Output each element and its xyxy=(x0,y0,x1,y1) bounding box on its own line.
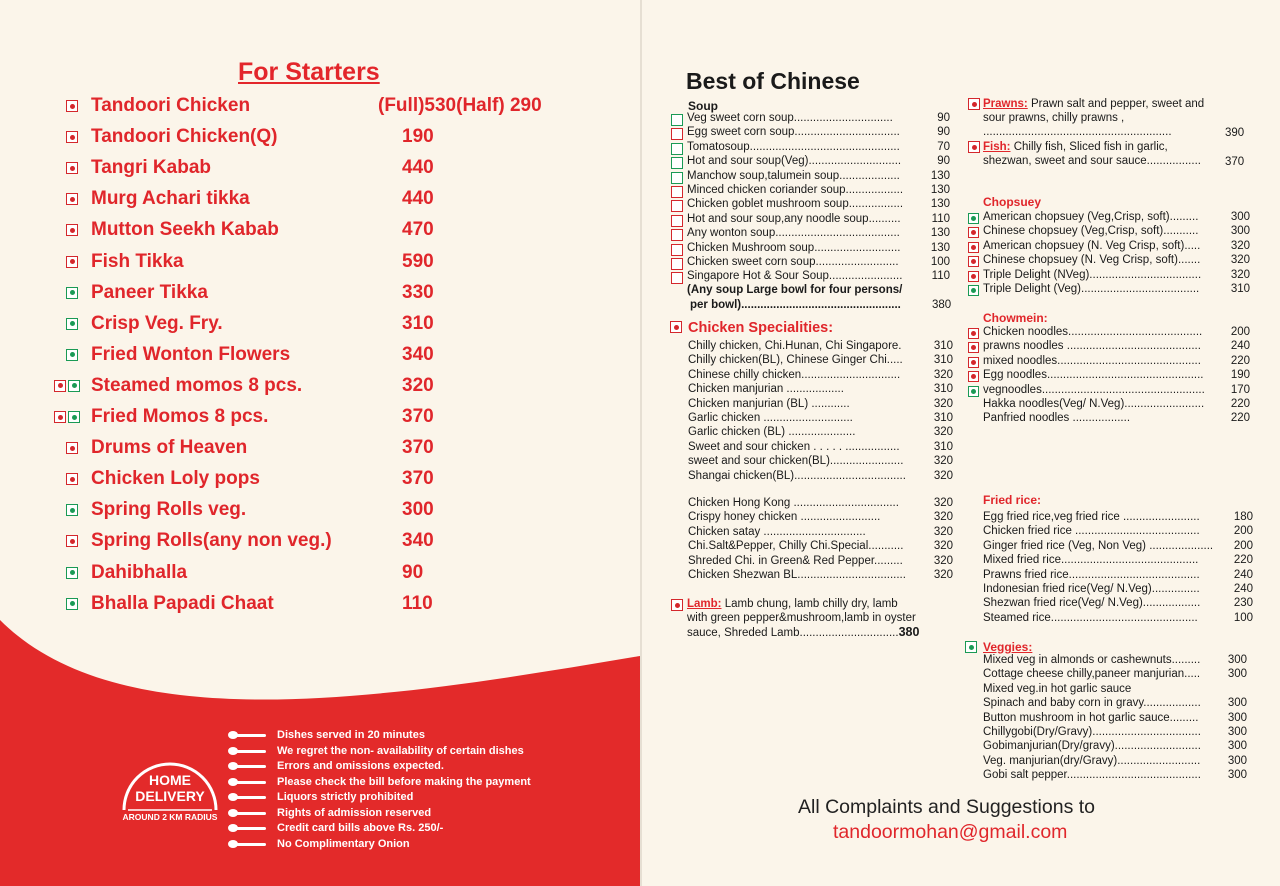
item-label: sweet and sour chicken(BL)....................... xyxy=(688,455,904,468)
item-label: Indonesian fried rice(Veg/ N.Veg)............... xyxy=(983,583,1200,595)
item-price: 190 xyxy=(1230,369,1250,382)
item-price: 240 xyxy=(1230,340,1250,353)
starter-item xyxy=(66,188,626,216)
item-label: Chicken manjurian .................. xyxy=(688,383,844,396)
item-label: Chicken Shezwan BL.................................. xyxy=(688,569,906,581)
item-label: Steamed rice.............................................. xyxy=(983,611,1198,624)
note-text: No Complimentary Onion xyxy=(277,837,410,850)
item-price: 90 xyxy=(937,126,950,139)
starter-price: 370 xyxy=(402,437,434,459)
nonveg-mark-icon xyxy=(66,100,78,112)
note-item xyxy=(234,744,634,760)
nonveg-mark-icon xyxy=(968,242,979,253)
nonveg-mark-icon xyxy=(54,411,66,423)
lamb-line-2: with green pepper&mushroom,lamb in oyster xyxy=(687,612,916,624)
diet-marks xyxy=(66,131,78,143)
starter-price: 440 xyxy=(402,188,434,210)
veg-mark-icon xyxy=(66,567,78,579)
starter-item xyxy=(66,95,626,123)
starter-item xyxy=(66,499,626,527)
item-price: 220 xyxy=(1230,354,1250,367)
item-price: 300 xyxy=(1227,740,1247,753)
diet-marks xyxy=(54,380,80,392)
note-item xyxy=(234,775,634,791)
starter-name: Steamed momos 8 pcs. xyxy=(91,374,303,396)
nonveg-mark-icon xyxy=(968,98,980,110)
veg-mark-icon xyxy=(66,318,78,330)
item-price: 320 xyxy=(1230,268,1250,281)
starter-name: Chicken Loly pops xyxy=(91,468,260,490)
item-label: Chicken fried rice ....................................... xyxy=(983,525,1200,538)
prawns-price: 390 xyxy=(1225,127,1245,139)
note-item xyxy=(234,821,634,837)
diet-marks xyxy=(66,598,78,610)
item-price: 130 xyxy=(930,198,950,211)
starter-name: Dahibhalla xyxy=(91,561,188,583)
lamb-block xyxy=(687,597,962,640)
veg-box-icon xyxy=(671,172,683,184)
nonveg-box-icon xyxy=(671,272,683,284)
item-label: Chicken Mushroom soup........................... xyxy=(687,241,901,254)
home-delivery-badge xyxy=(118,750,222,828)
chicken-heading: Chicken Specialities: xyxy=(688,320,834,336)
spoon-icon xyxy=(234,812,266,815)
diet-marks xyxy=(66,442,78,454)
starter-item xyxy=(66,562,626,590)
item-label: Hot and sour soup,any noodle soup.......... xyxy=(687,212,901,225)
item-price: 310 xyxy=(933,354,953,367)
item-label: Minced chicken coriander soup.................. xyxy=(687,184,904,196)
item-label: Shangai chicken(BL)................................... xyxy=(688,469,906,482)
item-price: 310 xyxy=(933,340,953,352)
diet-marks xyxy=(66,162,78,174)
veg-box-icon xyxy=(671,143,683,155)
item-label: American chopsuey (N. Veg Crisp, soft)..... xyxy=(983,239,1201,252)
item-label: Spinach and baby corn in gravy.................. xyxy=(983,697,1201,710)
prawns-line-1: Prawn salt and pepper, sweet and xyxy=(1030,98,1205,110)
item-price: 230 xyxy=(1233,597,1253,610)
item-price: 240 xyxy=(1233,583,1253,595)
item-price: 320 xyxy=(933,554,953,567)
item-price: 300 xyxy=(1227,726,1247,738)
diet-marks xyxy=(66,318,78,330)
prawns-block xyxy=(983,97,1253,139)
item-price: 220 xyxy=(1230,398,1250,410)
item-label: Tomatosoup............................................... xyxy=(687,140,900,153)
item-price: 310 xyxy=(1230,283,1250,295)
note-item xyxy=(234,790,634,806)
item-label: Garlic chicken (BL) ..................... xyxy=(688,426,856,439)
veg-mark-icon xyxy=(968,213,979,224)
item-price: 300 xyxy=(1230,225,1250,238)
right-menu-page xyxy=(642,0,1280,886)
veg-mark-icon xyxy=(66,504,78,516)
starter-item xyxy=(66,282,626,310)
item-price: 310 xyxy=(933,440,953,453)
item-label: Cottage cheese chilly,paneer manjurian..... xyxy=(983,668,1201,681)
item-label: Chinese chopsuey (N. Veg Crisp, soft)....... xyxy=(983,254,1201,267)
soup-large-price: 380 xyxy=(932,299,952,311)
nonveg-mark-icon xyxy=(66,256,78,268)
starter-item xyxy=(66,344,626,372)
starter-price: (Full)530(Half) 290 xyxy=(378,95,542,116)
item-price: 130 xyxy=(930,184,950,196)
complaints-text: All Complaints and Suggestions to xyxy=(798,796,1096,818)
soup-large-note-1: (Any soup Large bowl for four persons/ xyxy=(687,284,903,296)
lamb-heading: Lamb: xyxy=(687,598,722,610)
starter-item xyxy=(66,126,626,154)
item-label: Prawns fried rice......................................... xyxy=(983,568,1200,581)
friedrice-heading: Fried rice: xyxy=(983,493,1042,507)
prawns-line-3: ........................................................... xyxy=(983,126,1172,138)
item-label: Garlic chicken ............................ xyxy=(688,412,853,424)
item-label: Triple Delight (Veg)..................................... xyxy=(983,283,1200,295)
item-label: Shreded Chi. in Green& Red Pepper......... xyxy=(688,554,903,567)
note-text: Liquors strictly prohibited xyxy=(277,791,414,803)
nonveg-box-icon xyxy=(671,244,683,256)
starter-item xyxy=(66,219,626,247)
item-price: 70 xyxy=(937,140,950,153)
item-price: 90 xyxy=(937,155,950,168)
contact-email[interactable]: tandoormohan@gmail.com xyxy=(833,821,1068,843)
lamb-line-1: Lamb chung, lamb chilly dry, lamb xyxy=(724,598,898,610)
item-price: 130 xyxy=(930,227,950,240)
nonveg-mark-icon xyxy=(66,162,78,174)
item-price: 110 xyxy=(931,212,950,225)
item-price: 100 xyxy=(930,256,950,268)
nonveg-mark-icon xyxy=(968,342,979,353)
starter-name: Murg Achari tikka xyxy=(91,188,250,210)
item-price: 320 xyxy=(933,455,953,468)
diet-marks xyxy=(66,256,78,268)
starter-price: 320 xyxy=(402,374,434,396)
starter-item xyxy=(66,157,626,185)
item-label: Chillygobi(Dry/Gravy).................................. xyxy=(983,726,1201,738)
diet-marks xyxy=(66,287,78,299)
item-label: Egg fried rice,veg fried rice ........................ xyxy=(983,511,1200,523)
diet-marks xyxy=(66,535,78,547)
item-label: Gobimanjurian(Dry/gravy)........................... xyxy=(983,740,1201,753)
spoon-icon xyxy=(234,734,266,737)
item-price: 320 xyxy=(933,368,953,381)
nonveg-mark-icon xyxy=(66,193,78,205)
nonveg-mark-icon xyxy=(671,599,683,611)
item-price: 320 xyxy=(933,569,953,581)
note-item xyxy=(234,759,634,775)
spoon-icon xyxy=(234,843,266,846)
item-price: 220 xyxy=(1230,412,1250,425)
starter-price: 470 xyxy=(402,219,434,241)
note-item xyxy=(234,728,634,744)
diet-marks xyxy=(66,473,78,485)
item-label: Sweet and sour chicken . . . . . ................. xyxy=(688,440,900,453)
item-price: 90 xyxy=(937,112,950,124)
starter-item xyxy=(66,406,626,434)
starter-price: 190 xyxy=(402,126,434,148)
item-label: Chilly chicken, Chi.Hunan, Chi Singapore. xyxy=(688,340,902,352)
badge-title: HOME DELIVERY xyxy=(135,772,205,804)
item-price: 200 xyxy=(1233,539,1253,552)
item-price: 100 xyxy=(1233,611,1253,624)
item-label: Egg sweet corn soup................................. xyxy=(687,126,900,139)
starter-item xyxy=(66,593,626,621)
spoon-icon xyxy=(234,781,266,784)
note-text: Errors and omissions expected. xyxy=(277,760,444,772)
soup-heading: Soup xyxy=(688,99,718,113)
starter-name: Crisp Veg. Fry. xyxy=(91,312,223,334)
veg-box-icon xyxy=(671,114,683,126)
veg-mark-icon xyxy=(965,641,977,653)
diet-marks xyxy=(66,349,78,361)
starter-name: Mutton Seekh Kabab xyxy=(91,219,279,241)
item-label: Mixed veg in almonds or cashewnuts......... xyxy=(983,654,1201,666)
veg-mark-icon xyxy=(68,380,80,392)
item-price: 300 xyxy=(1227,769,1247,782)
item-price: 320 xyxy=(933,426,953,439)
starter-item xyxy=(66,375,626,403)
diet-marks xyxy=(54,411,80,423)
item-price: 320 xyxy=(933,511,953,524)
starter-item xyxy=(66,468,626,496)
item-price: 300 xyxy=(1230,211,1250,223)
starter-item xyxy=(66,530,626,558)
starter-name: Tandoori Chicken(Q) xyxy=(91,126,278,148)
item-price: 130 xyxy=(930,241,950,254)
nonveg-box-icon xyxy=(671,215,683,227)
item-price: 320 xyxy=(933,540,953,553)
prawns-line-2: sour prawns, chilly prawns , xyxy=(983,112,1125,124)
spoon-icon xyxy=(234,796,266,799)
item-label: Egg noodles................................................. xyxy=(983,369,1204,382)
starter-name: Drums of Heaven xyxy=(91,437,248,459)
diet-marks xyxy=(66,567,78,579)
badge-subtitle: AROUND 2 KM RADIUS xyxy=(122,812,218,822)
item-label: Ginger fried rice (Veg, Non Veg) .................... xyxy=(983,539,1214,552)
veg-mark-icon xyxy=(968,386,979,397)
starter-price: 370 xyxy=(402,468,434,490)
starter-price: 90 xyxy=(402,561,424,583)
starter-price: 370 xyxy=(402,406,434,427)
item-label: American chopsuey (Veg,Crisp, soft)......... xyxy=(983,211,1199,223)
fish-line-2: shezwan, sweet and sour sauce................. xyxy=(983,155,1201,167)
note-text: Please check the bill before making the payment xyxy=(277,775,531,788)
item-label: Veg. manjurian(dry/Gravy).......................... xyxy=(983,754,1201,767)
item-label: Panfried noodles .................. xyxy=(983,412,1131,425)
item-label: Mixed veg.in hot garlic sauce xyxy=(983,682,1132,695)
veg-mark-icon xyxy=(68,411,80,423)
note-text: Dishes served in 20 minutes xyxy=(277,729,425,741)
item-label: Mixed fried rice........................................... xyxy=(983,554,1199,567)
note-text: Credit card bills above Rs. 250/- xyxy=(277,822,444,834)
diet-marks xyxy=(66,504,78,516)
starter-name: Bhalla Papadi Chaat xyxy=(91,592,274,614)
item-label: Manchow soup,talumein soup................... xyxy=(687,169,900,182)
starter-price: 590 xyxy=(402,250,434,272)
item-label: Gobi salt pepper.......................................... xyxy=(983,769,1201,782)
starter-price: 310 xyxy=(402,312,434,334)
nonveg-box-icon xyxy=(671,200,683,212)
starter-item xyxy=(66,437,626,465)
veg-box-icon xyxy=(671,157,683,169)
starter-price: 300 xyxy=(402,499,434,521)
starter-price: 440 xyxy=(402,157,434,179)
nonveg-box-icon xyxy=(671,186,683,198)
item-price: 300 xyxy=(1227,697,1247,710)
item-label: vegnoodles................................................... xyxy=(983,383,1205,396)
item-label: Chicken goblet mushroom soup................. xyxy=(687,198,904,211)
item-price: 320 xyxy=(933,497,953,509)
item-label: Chicken satay ................................ xyxy=(688,525,866,538)
veg-mark-icon xyxy=(968,285,979,296)
item-price: 320 xyxy=(1230,239,1250,252)
item-price: 110 xyxy=(931,270,950,283)
nonveg-box-icon xyxy=(671,128,683,140)
nonveg-mark-icon xyxy=(968,371,979,382)
note-text: We regret the non- availability of certain dishes xyxy=(277,744,524,757)
item-price: 240 xyxy=(1233,568,1253,581)
nonveg-mark-icon xyxy=(968,256,979,267)
item-price: 310 xyxy=(933,383,953,396)
nonveg-mark-icon xyxy=(66,473,78,485)
prawns-heading: Prawns: xyxy=(983,98,1028,110)
item-price: 200 xyxy=(1230,326,1250,338)
starter-name: Fried Wonton Flowers xyxy=(91,343,291,365)
item-price: 200 xyxy=(1233,525,1253,538)
nonveg-box-icon xyxy=(671,229,683,241)
note-item xyxy=(234,837,634,853)
starter-name: Fried Momos 8 pcs. xyxy=(91,406,269,427)
lamb-line-3: sauce, Shreded Lamb............................... xyxy=(687,627,899,639)
spoon-icon xyxy=(234,765,266,768)
starters-title: For Starters xyxy=(238,58,380,86)
item-price: 300 xyxy=(1227,754,1247,767)
item-price: 300 xyxy=(1227,668,1247,681)
item-price: 320 xyxy=(933,397,953,410)
item-price: 320 xyxy=(933,525,953,538)
starter-name: Spring Rolls veg. xyxy=(91,499,247,521)
item-price: 170 xyxy=(1230,383,1250,396)
item-price: 130 xyxy=(930,169,950,182)
spoon-icon xyxy=(234,750,266,753)
item-label: Chinese chopsuey (Veg,Crisp, soft)........... xyxy=(983,225,1199,238)
nonveg-mark-icon xyxy=(66,535,78,547)
nonveg-mark-icon xyxy=(66,131,78,143)
chopsuey-heading: Chopsuey xyxy=(983,195,1042,209)
starter-price: 340 xyxy=(402,343,434,365)
item-label: Chicken sweet corn soup.......................... xyxy=(687,256,899,268)
chinese-title: Best of Chinese xyxy=(686,68,860,94)
nonveg-mark-icon xyxy=(54,380,66,392)
soup-large-note-2: per bowl).................................................. xyxy=(690,299,901,311)
nonveg-mark-icon xyxy=(968,227,979,238)
notes-list xyxy=(234,728,634,852)
veggies-heading: Veggies: xyxy=(983,640,1033,654)
item-label: Button mushroom in hot garlic sauce......... xyxy=(983,711,1199,724)
starter-name: Tandoori Chicken xyxy=(91,95,251,116)
veg-mark-icon xyxy=(66,287,78,299)
veg-mark-icon xyxy=(66,349,78,361)
item-price: 300 xyxy=(1227,654,1247,666)
nonveg-mark-icon xyxy=(66,224,78,236)
nonveg-box-icon xyxy=(671,258,683,270)
item-label: Crispy honey chicken ......................... xyxy=(688,511,881,524)
starter-name: Tangri Kabab xyxy=(91,157,211,179)
diet-marks xyxy=(66,224,78,236)
starter-item xyxy=(66,313,626,341)
nonveg-mark-icon xyxy=(66,442,78,454)
fish-price: 370 xyxy=(1225,156,1245,168)
item-label: Shezwan fried rice(Veg/ N.Veg).................. xyxy=(983,597,1201,610)
fish-block xyxy=(983,140,1228,168)
starter-name: Fish Tikka xyxy=(91,250,184,272)
item-price: 300 xyxy=(1227,711,1247,724)
fish-heading: Fish: xyxy=(983,141,1011,153)
nonveg-mark-icon xyxy=(968,271,979,282)
item-label: Any wonton soup....................................... xyxy=(687,227,900,240)
nonveg-mark-icon xyxy=(968,141,980,153)
diet-marks xyxy=(66,100,78,112)
veg-mark-icon xyxy=(66,598,78,610)
nonveg-mark-icon xyxy=(670,321,682,333)
starter-name: Paneer Tikka xyxy=(91,281,208,303)
item-price: 310 xyxy=(933,412,953,424)
item-price: 320 xyxy=(933,469,953,482)
starter-price: 340 xyxy=(402,530,434,552)
spoon-icon xyxy=(234,827,266,830)
item-label: Chicken noodles.......................................... xyxy=(983,326,1203,338)
starter-item xyxy=(66,251,626,279)
fish-line-1: Chilly fish, Sliced fish in garlic, xyxy=(1013,141,1168,153)
diet-marks xyxy=(66,193,78,205)
lamb-price: 380 xyxy=(898,625,920,639)
item-price: 180 xyxy=(1233,511,1253,523)
item-label: mixed noodles............................................. xyxy=(983,354,1201,367)
item-price: 320 xyxy=(1230,254,1250,267)
item-label: Chilly chicken(BL), Chinese Ginger Chi..... xyxy=(688,354,903,367)
chowmein-heading: Chowmein: xyxy=(983,311,1048,325)
starter-name: Spring Rolls(any non veg.) xyxy=(91,530,332,552)
starter-price: 330 xyxy=(402,281,434,303)
note-item xyxy=(234,806,634,822)
item-label: Triple Delight (NVeg)................................... xyxy=(983,268,1202,281)
item-label: Veg sweet corn soup............................... xyxy=(687,112,893,124)
item-label: Chicken Hong Kong ................................. xyxy=(688,497,899,509)
item-price: 220 xyxy=(1233,554,1253,567)
item-label: Chinese chilly chicken............................... xyxy=(688,368,901,381)
note-text: Rights of admission reserved xyxy=(277,806,432,819)
nonveg-mark-icon xyxy=(968,357,979,368)
item-label: Chi.Salt&Pepper, Chilly Chi.Special........... xyxy=(688,540,904,553)
item-label: Chicken manjurian (BL) ............ xyxy=(688,397,850,410)
item-label: prawns noodles .......................................... xyxy=(983,340,1201,353)
nonveg-mark-icon xyxy=(968,328,979,339)
item-label: Hot and sour soup(Veg)............................. xyxy=(687,155,902,168)
starter-price: 110 xyxy=(402,592,433,614)
item-label: Singapore Hot & Sour Soup....................... xyxy=(687,270,903,283)
item-label: Hakka noodles(Veg/ N.Veg)......................... xyxy=(983,398,1205,410)
